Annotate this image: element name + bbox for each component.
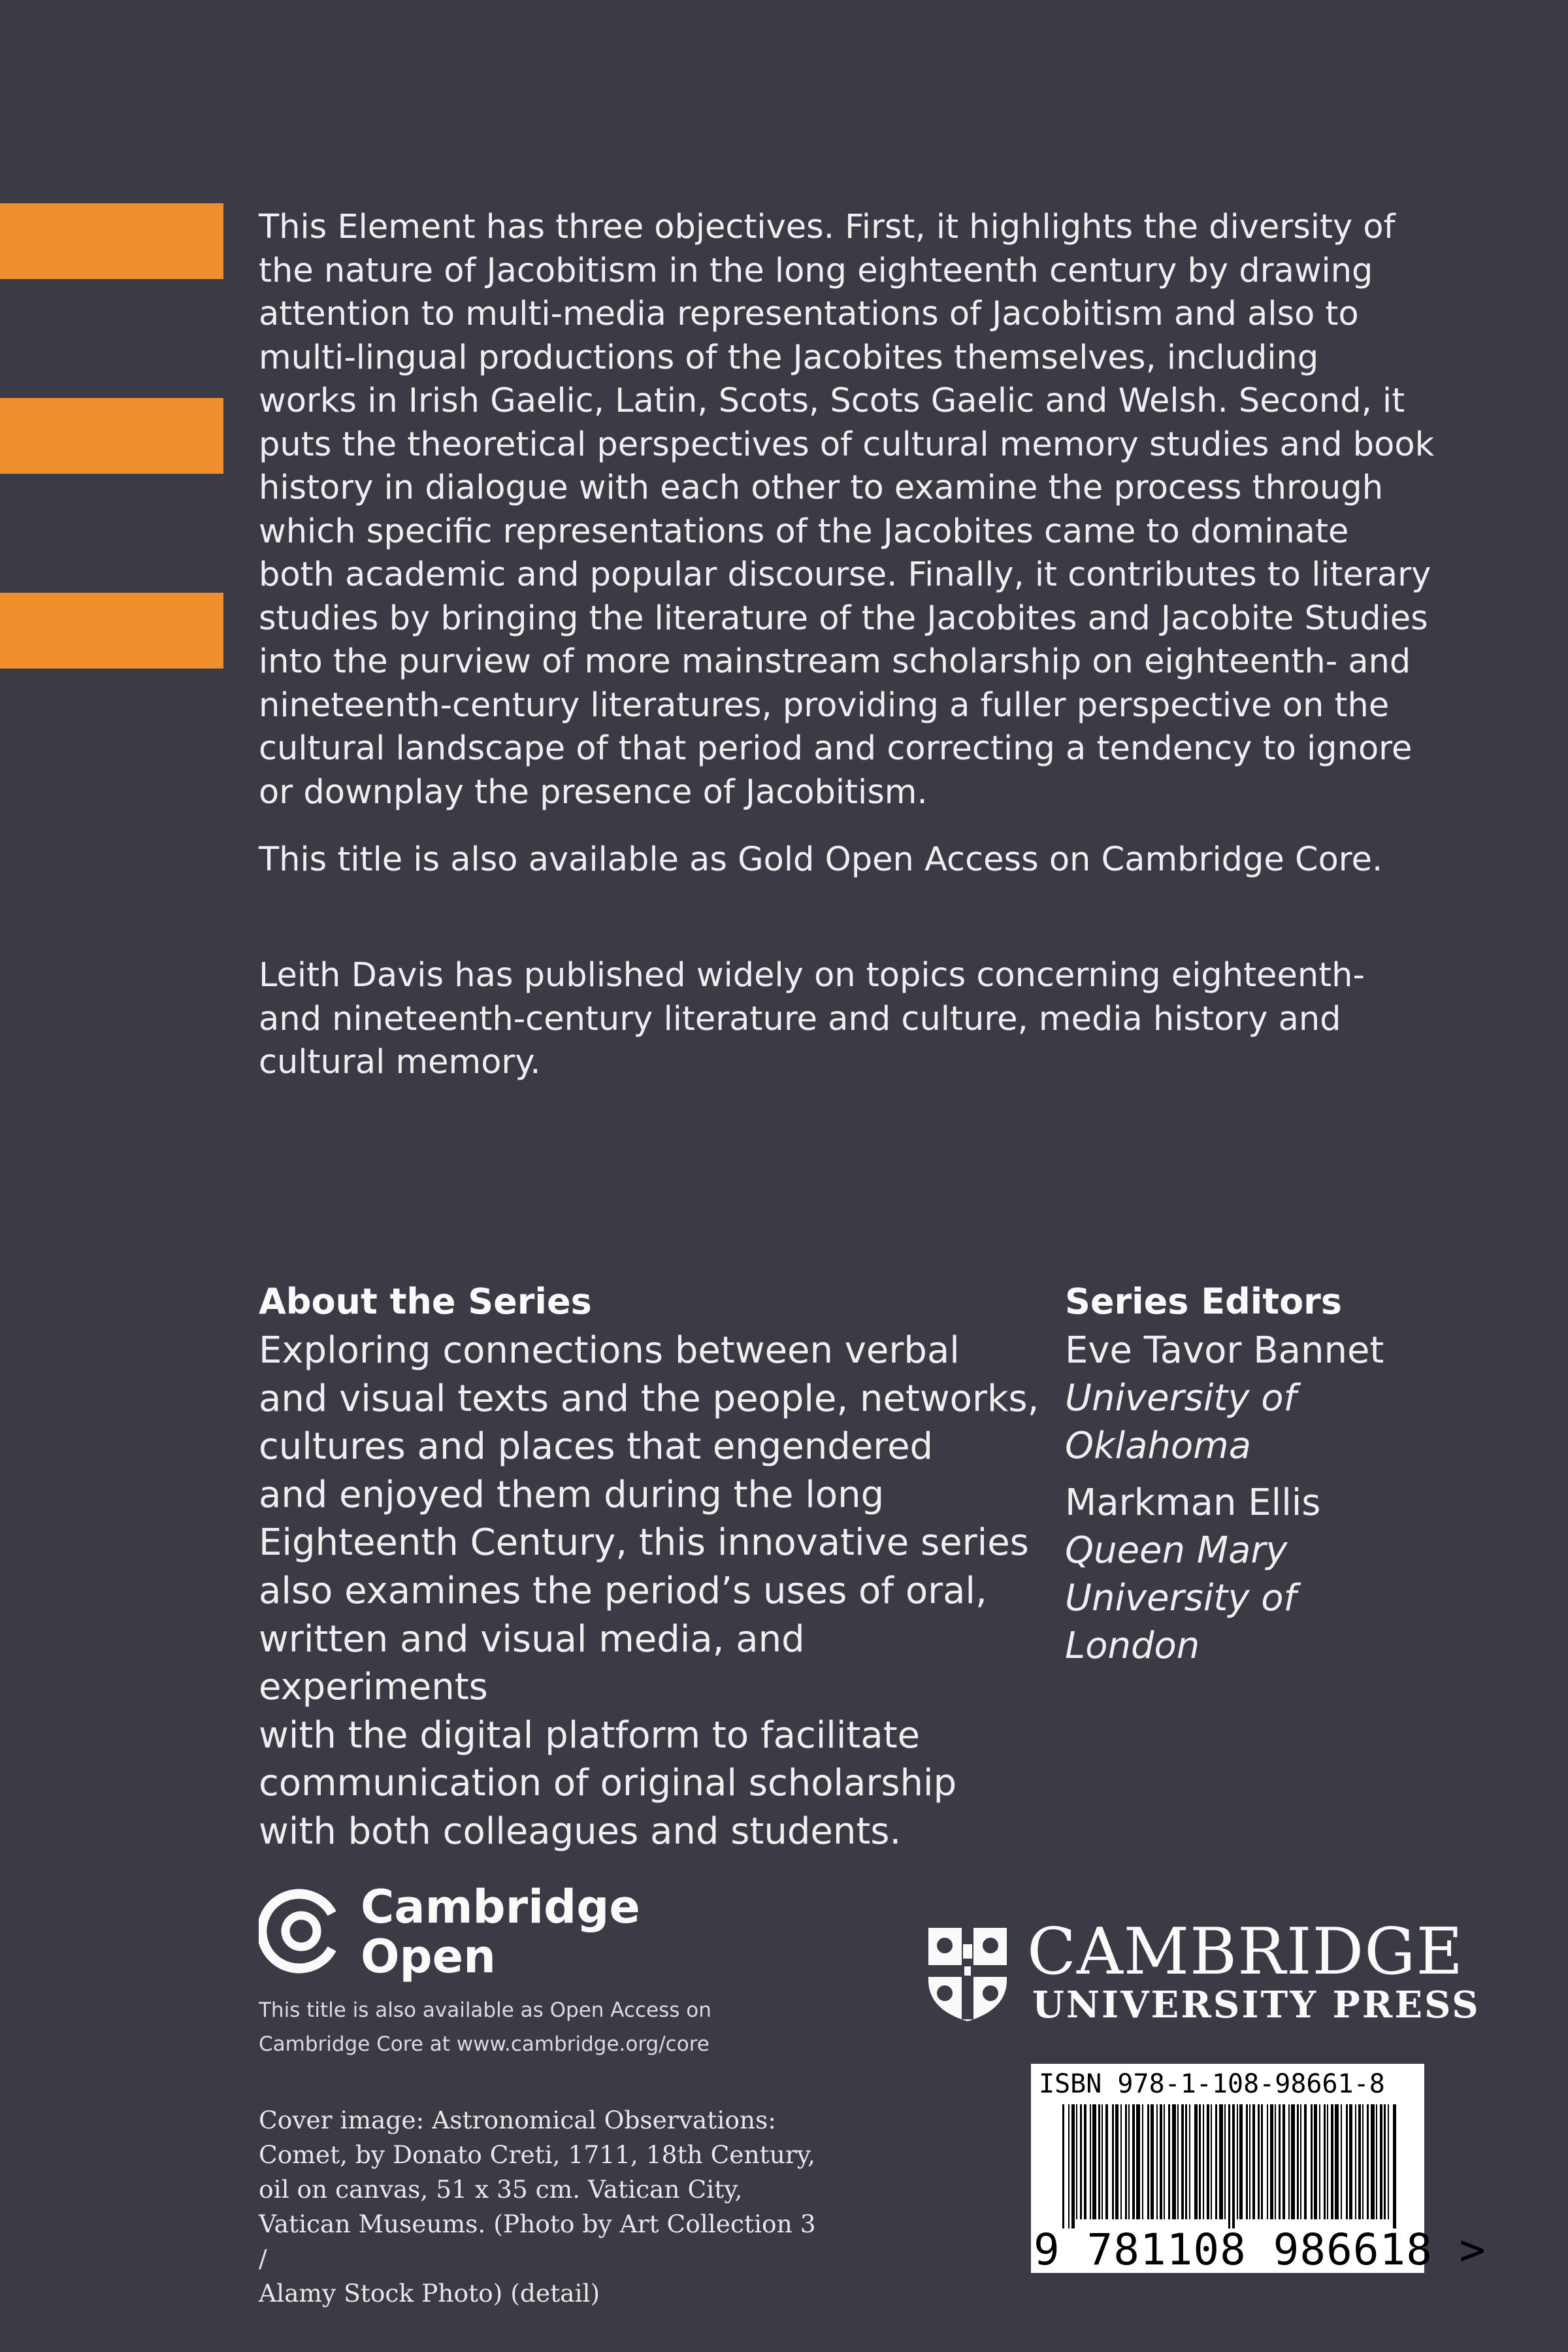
editor-name: Markman Ellis (1065, 1482, 1321, 1524)
open-access-statement: This title is also available as Gold Open Access on Cambridge Core. (259, 840, 1383, 879)
series-editors-list (1065, 1327, 1431, 1670)
description-line: both academic and popular discourse. Finally, it contributes to literary (259, 555, 1431, 594)
isbn-label: ISBN 978-1-108-98661-8 (1039, 2069, 1385, 2099)
description-line: nineteenth-century literatures, providing a fuller perspective on the (259, 686, 1390, 725)
description-line: This Element has three objectives. First, it highlights the diversity of (259, 208, 1396, 246)
series-line: with both colleagues and students. (259, 1810, 902, 1853)
editor-affiliation: London (1065, 1625, 1200, 1667)
cambridge-open-logo-icon (259, 1889, 344, 1976)
isbn-barcode (1031, 2064, 1486, 2275)
credit-line: Comet, by Donato Creti, 1711, 18th Century, (259, 2140, 815, 2169)
editor-affiliation: University of (1065, 1377, 1297, 1419)
editor-affiliation: Oklahoma (1065, 1425, 1252, 1467)
author-bio-line: and nineteenth-century literature and culture, media history and (259, 999, 1341, 1038)
description-line: studies by bringing the literature of the Jacobites and Jacobite Studies (259, 599, 1428, 638)
series-line: Exploring connections between verbal (259, 1329, 960, 1372)
series-line: Eighteenth Century, this innovative series (259, 1521, 1029, 1565)
series-line: and enjoyed them during the long (259, 1473, 885, 1516)
series-line: also examines the period’s uses of oral, (259, 1569, 987, 1612)
credit-line: Vatican Museums. (Photo by Art Collection 3 / (259, 2210, 816, 2273)
author-bio (259, 954, 1435, 1085)
about-series-text (259, 1327, 1043, 1856)
note-line: This title is also available as Open Access on (259, 1998, 711, 2022)
description-line: into the purview of more mainstream scholarship on eighteenth- and (259, 642, 1411, 681)
description-line: puts the theoretical perspectives of cultural memory studies and book (259, 425, 1435, 464)
cambridge-core-note (259, 1993, 781, 2061)
credit-line: Alamy Stock Photo) (detail) (259, 2279, 600, 2308)
author-bio-line: Leith Davis has published widely on topics concerning eighteenth- (259, 956, 1365, 995)
series-line: and visual texts and the people, networks, (259, 1377, 1039, 1420)
series-line: communication of original scholarship (259, 1762, 957, 1805)
description-line: the nature of Jacobitism in the long eighteenth century by drawing (259, 251, 1373, 290)
description-line: or downplay the presence of Jacobitism. (259, 772, 928, 812)
description-line: which specific representations of the Jacobites came to dominate (259, 512, 1349, 551)
accent-bar-top (0, 203, 223, 279)
wordmark-line: Cambridge (361, 1880, 640, 1934)
accent-bar-middle (0, 398, 223, 474)
cover-image-credit (259, 2103, 827, 2311)
book-description (259, 206, 1435, 814)
editor-affiliation: Queen Mary (1065, 1529, 1288, 1572)
isbn-digits: 9 781108 986618 > (1034, 2225, 1486, 2275)
about-series-heading: About the Series (259, 1281, 592, 1322)
credit-line: Cover image: Astronomical Observations: (259, 2106, 776, 2134)
cambridge-open-wordmark (361, 1882, 640, 1981)
cambridge-shield-icon (925, 1925, 1010, 2025)
series-line: cultures and places that engendered (259, 1425, 934, 1468)
description-line: attention to multi-media representations of Jacobitism and also to (259, 295, 1359, 333)
description-line: multi-lingual productions of the Jacobites themselves, including (259, 338, 1319, 377)
credit-line: oil on canvas, 51 x 35 cm. Vatican City, (259, 2175, 743, 2204)
editor-affiliation: University of (1065, 1577, 1297, 1619)
author-bio-line: cultural memory. (259, 1043, 541, 1082)
editor-name: Eve Tavor Bannet (1065, 1329, 1384, 1372)
publisher-subname: UNIVERSITY PRESS (1032, 1983, 1480, 2027)
publisher-name: CAMBRIDGE (1027, 1915, 1464, 1989)
description-line: works in Irish Gaelic, Latin, Scots, Scots Gaelic and Welsh. Second, it (259, 382, 1405, 420)
description-line: cultural landscape of that period and correcting a tendency to ignore (259, 729, 1413, 768)
series-editors-heading: Series Editors (1065, 1281, 1342, 1322)
description-line: history in dialogue with each other to examine the process through (259, 469, 1384, 507)
accent-bar-bottom (0, 593, 223, 669)
series-line: written and visual media, and experiments (259, 1617, 805, 1709)
series-line: with the digital platform to facilitate (259, 1714, 921, 1757)
wordmark-line: Open (361, 1930, 496, 1983)
note-line: Cambridge Core at www.cambridge.org/core (259, 2032, 710, 2056)
